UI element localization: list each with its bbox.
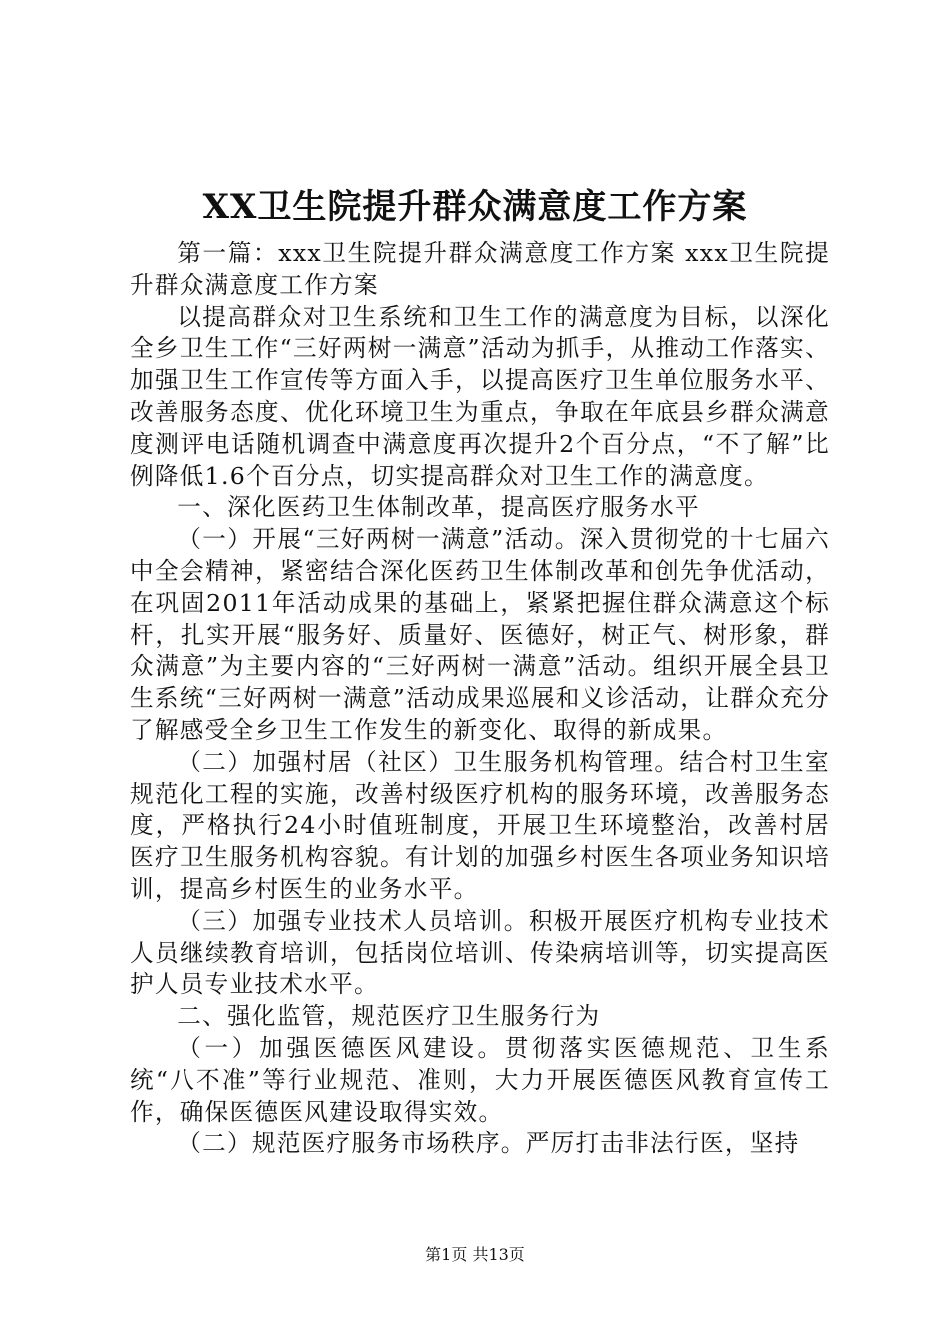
section-heading-2: 二、强化监管，规范医疗卫生服务行为	[177, 1002, 601, 1031]
paragraph-1-2: （二）加强村居（社区）卫生服务机构管理。结合村卫生室规范化工程的实施，改善村级医疗机构的服务环境，改善服务态度，严格执行24小时值班制度，开展卫生环境整治，改善村居医疗卫生服务机构容貌。有计划的加强乡村医生各项业务知识培训，提高乡村医生的业务水平。	[130, 747, 830, 903]
paragraph-intro-heading: 第一篇：xxx卫生院提升群众满意度工作方案 xxx卫生院提升群众满意度工作方案	[130, 239, 830, 299]
document-title: XX卫生院提升群众满意度工作方案	[202, 187, 748, 227]
paragraph-1-1: （一）开展“三好两树一满意”活动。深入贯彻党的十七届六中全会精神，紧密结合深化医药卫生体制改革和创先争优活动，在巩固2011年活动成果的基础上，紧紧把握住群众满意这个标杆，扎实开展“服务好、质量好、医德好，树正气、树形象，群众满意”为主要内容的“三好两树一满意”活动。组织开展全县卫生系统“三好两树一满意”活动成果巡展和义诊活动，让群众充分了解感受全乡卫生工作发生的新变化、取得的新成果。	[130, 525, 830, 744]
section-heading-1: 一、深化医药卫生体制改革，提高医疗服务水平	[177, 493, 700, 522]
paragraph-2-2: （二）规范医疗服务市场秩序。严厉打击非法行医，坚持	[177, 1129, 800, 1158]
paragraph-2-1: （一）加强医德医风建设。贯彻落实医德规范、卫生系统“八不准”等行业规范、准则，大力开展医德医风教育宣传工作，确保医德医风建设取得实效。	[130, 1033, 830, 1126]
paragraph-goal: 以提高群众对卫生系统和卫生工作的满意度为目标，以深化全乡卫生工作“三好两树一满意”活动为抓手，从推动工作落实、加强卫生工作宣传等方面入手，以提高医疗卫生单位服务水平、改善服务态度、优化环境卫生为重点，争取在年底县乡群众满意度测评电话随机调查中满意度再次提升2个百分点，“不了解”比例降低1.6个百分点，切实提高群众对卫生工作的满意度。	[130, 302, 830, 490]
document-body	[130, 238, 830, 1160]
paragraph-1-3: （三）加强专业技术人员培训。积极开展医疗机构专业技术人员继续教育培训，包括岗位培训、传染病培训等，切实提高医护人员专业技术水平。	[130, 906, 830, 999]
page-footer: 第1页 共13页	[425, 1245, 525, 1264]
